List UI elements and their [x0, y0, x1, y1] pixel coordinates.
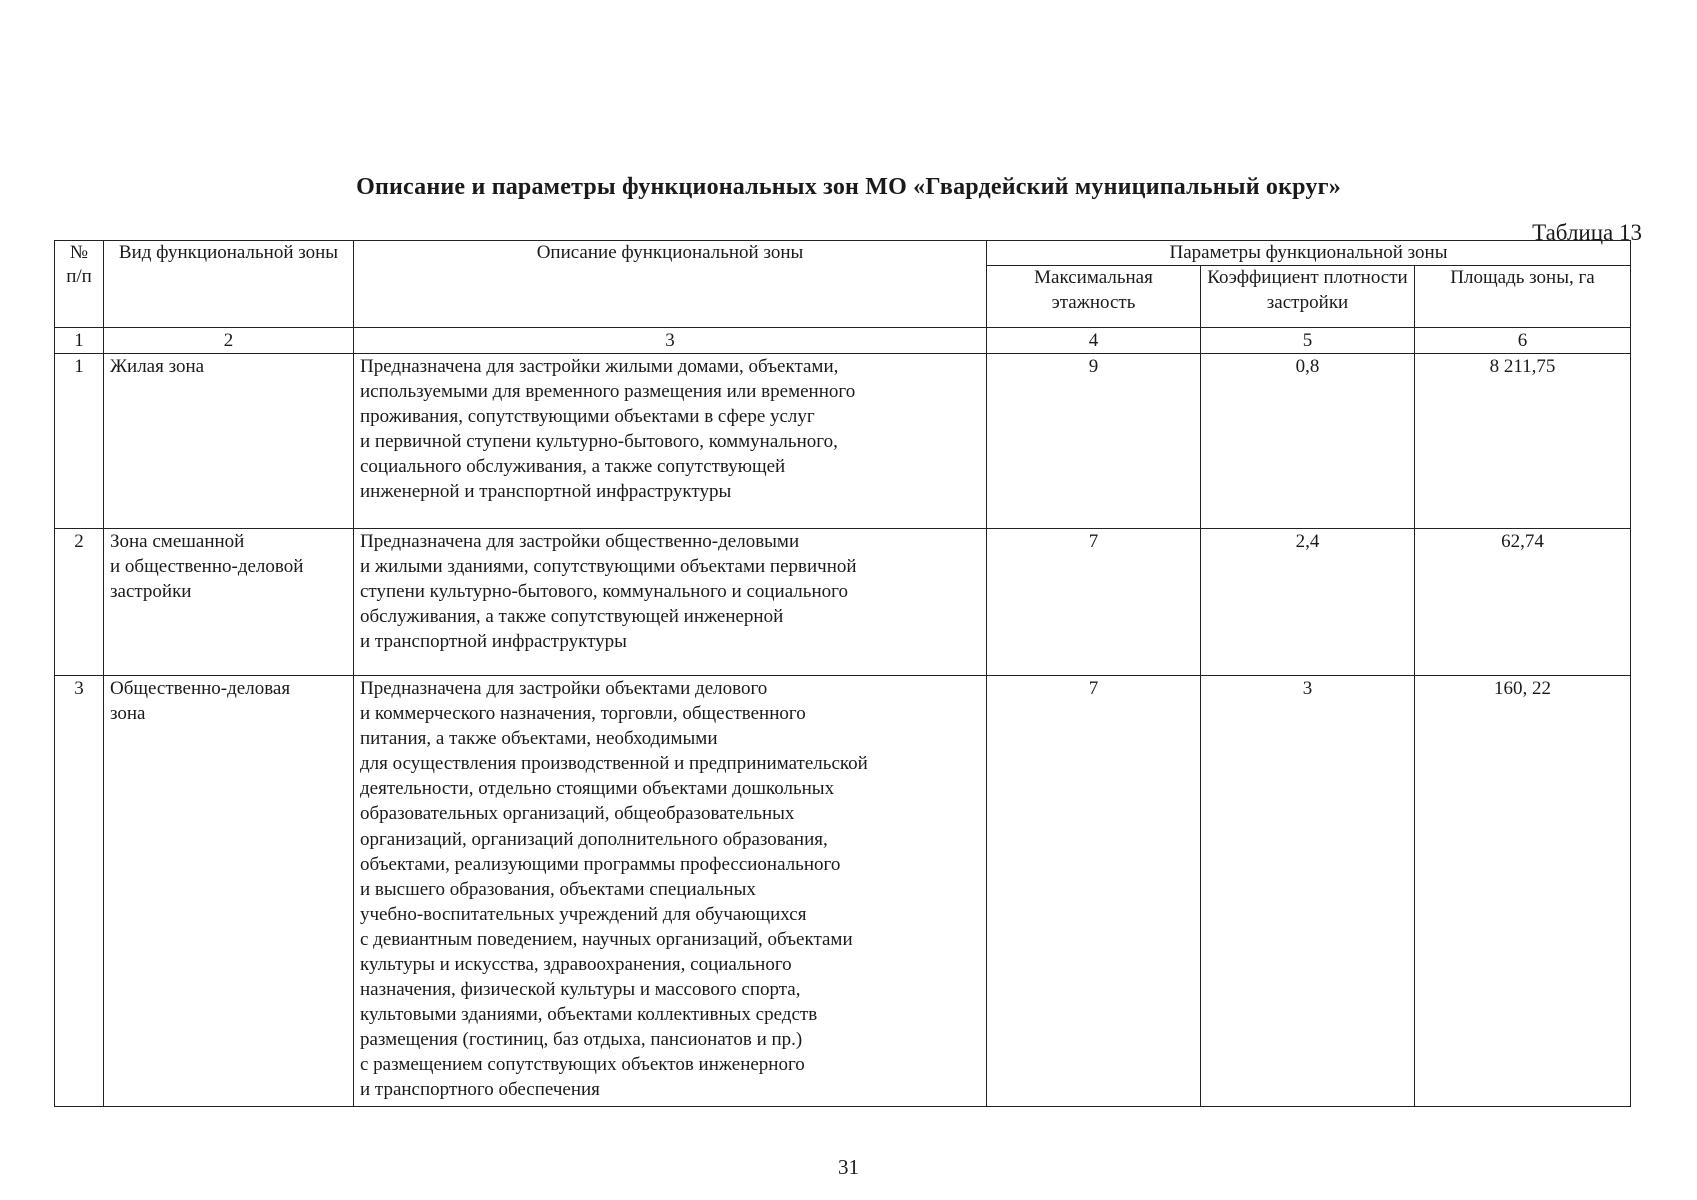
zone-type: Зона смешанной и общественно-деловой застройки — [104, 529, 354, 676]
column-number: 5 — [1201, 328, 1415, 354]
column-number: 6 — [1415, 328, 1631, 354]
header-max-floors: Максимальная этажность — [987, 266, 1201, 328]
density-coefficient: 0,8 — [1201, 354, 1415, 529]
column-number: 4 — [987, 328, 1201, 354]
header-description: Описание функциональной зоны — [354, 241, 987, 328]
header-area: Площадь зоны, га — [1415, 266, 1631, 328]
header-density: Коэффициент плотности застройки — [1201, 266, 1415, 328]
row-number: 3 — [55, 676, 104, 1107]
header-params-group: Параметры функциональной зоны — [987, 241, 1631, 266]
row-number: 1 — [55, 354, 104, 529]
column-number: 3 — [354, 328, 987, 354]
page-title: Описание и параметры функциональных зон МО «Гвардейский муниципальный округ» — [356, 174, 1341, 200]
zone-area: 8 211,75 — [1415, 354, 1631, 529]
table-row — [55, 354, 1631, 529]
table-caption: Таблица 13 — [1532, 220, 1642, 245]
density-coefficient: 3 — [1201, 676, 1415, 1107]
zone-description: Предназначена для застройки жилыми домами, объектами, используемыми для временного размещения или временного проживания, сопутствующими объектами в сфере услуг и первичной ступени культурно-бытового, коммунального, социального обслуживания, а также сопутствующей инженерной и транспортной инфраструктуры — [354, 354, 987, 529]
page-number: 31 — [838, 1155, 859, 1179]
header-num: № п/п — [55, 241, 104, 328]
max-floors: 7 — [987, 676, 1201, 1107]
functional-zones-table — [54, 240, 1631, 1107]
header-zone-type: Вид функциональной зоны — [104, 241, 354, 328]
density-coefficient: 2,4 — [1201, 529, 1415, 676]
zone-type: Жилая зона — [104, 354, 354, 529]
table-row — [55, 676, 1631, 1107]
max-floors: 9 — [987, 354, 1201, 529]
row-number: 2 — [55, 529, 104, 676]
zone-description: Предназначена для застройки общественно-деловыми и жилыми зданиями, сопутствующими объектами первичной ступени культурно-бытового, коммунального и социального обслуживания, а также сопутствующей инженерной и транспортной инфраструктуры — [354, 529, 987, 676]
zone-description: Предназначена для застройки объектами делового и коммерческого назначения, торговли, общественного питания, а также объектами, необходимыми для осуществления производственной и предпринимательской деятельности, отдельно стоящими объектами дошкольных образовательных организаций, общеобразовательных организаций, организаций дополнительного образования, объектами, реализующими программы профессионального и высшего образования, объектами специальных учебно-воспитательных учреждений для обучающихся с девиантным поведением, научных организаций, объектами культуры и искусства, здравоохранения, социального назначения, физической культуры и массового спорта, культовыми зданиями, объектами коллективных средств размещения (гостиниц, баз отдыха, пансионатов и пр.) с размещением сопутствующих объектов инженерного и транспортного обеспечения — [354, 676, 987, 1107]
column-number-row — [55, 328, 1631, 354]
max-floors: 7 — [987, 529, 1201, 676]
column-number: 2 — [104, 328, 354, 354]
table-row — [55, 529, 1631, 676]
zone-area: 160, 22 — [1415, 676, 1631, 1107]
column-number: 1 — [55, 328, 104, 354]
zone-area: 62,74 — [1415, 529, 1631, 676]
table-header-row — [55, 241, 1631, 266]
zone-type: Общественно-деловая зона — [104, 676, 354, 1107]
